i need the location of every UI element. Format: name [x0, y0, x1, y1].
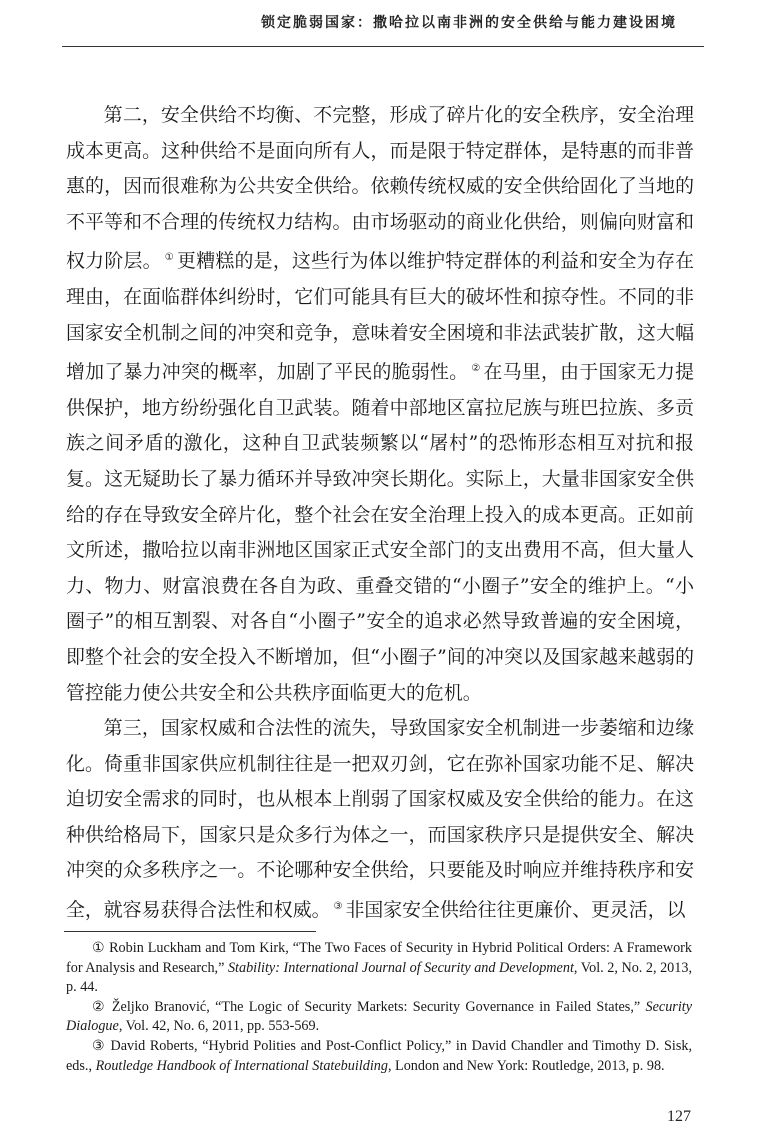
footnote-ref[interactable]: ①	[164, 252, 175, 264]
paragraph-text: 更糟糕的是，这些行为体以维护特定群体的利益和安全为存在理由，在面临群体纠纷时，它们可能具有巨大的破坏性和掠夺性。不同的非国家安全机制之间的冲突和竞争，意味着安全困境和非法武装扩散，这大幅增加了暴力冲突的概率，加剧了平民的脆弱性。	[66, 250, 695, 384]
footnote-text: Željko Branović, “The Logic of Security Markets: Security Governance in Failed States,”	[106, 998, 646, 1015]
body-text	[66, 98, 694, 929]
footnote-ref[interactable]: ③	[333, 901, 343, 913]
footnote-text: David Roberts, “Hybrid Polities and Post-Conflict Policy,” in David Chandler and Timothy D. Sisk, eds.,	[66, 1037, 692, 1074]
footnote-text: , Vol. 42, No. 6, 2011, pp. 553-569.	[118, 1018, 320, 1035]
footnote-marker: ②	[92, 998, 107, 1015]
page-number: 127	[667, 1108, 691, 1125]
footnote-source-title: Stability: International Journal of Security and Development	[227, 959, 574, 976]
footnote-3	[66, 1037, 692, 1076]
footnote-1	[66, 939, 692, 998]
paragraph-second	[66, 98, 694, 711]
footnote-ref[interactable]: ②	[471, 363, 481, 375]
footnotes	[66, 939, 692, 1076]
paragraph-text: 非国家安全供给往往更廉价、更灵活，以	[345, 899, 686, 922]
header-divider	[62, 46, 704, 47]
footnote-divider	[64, 931, 316, 932]
paragraph-text: 第二，安全供给不均衡、不完整，形成了碎片化的安全秩序，安全治理成本更高。这种供给不是面向所有人，而是限于特定群体，是特惠的而非普惠的，因而很难称为公共安全供给。依赖传统权威的安全供给固化了当地的不平等和不合理的传统权力结构。由市场驱动的商业化供给，则偏向财富和权力阶层。	[66, 104, 694, 273]
footnote-2	[66, 998, 692, 1037]
footnote-source-title: Security Dialogue	[66, 998, 692, 1035]
footnote-source-title: Routledge Handbook of International Statebuilding	[95, 1057, 388, 1074]
paragraph-text: 在马里，由于国家无力提供保护，地方纷纷强化自卫武装。随着中部地区富拉尼族与班巴拉族、多贡族之间矛盾的激化，这种自卫武装频繁以“屠村”的恐怖形态相互对抗和报复。这无疑助长了暴力循环并导致冲突长期化。实际上，大量非国家安全供给的存在导致安全碎片化，整个社会在安全治理上投入的成本更高。正如前文所述，撒哈拉以南非洲地区国家正式安全部门的支出费用不高，但大量人力、物力、财富浪费在各自为政、重叠交错的“小圈子”安全的维护上。“小圈子”的相互割裂、对各自“小圈子”安全的追求必然导致普遍的安全困境，即整个社会的安全投入不断增加，但“小圈子”间的冲突以及国家越来越弱的管控能力使公共安全和公共秩序面临更大的危机。	[66, 361, 695, 704]
paragraph-third	[66, 711, 694, 929]
footnote-text: , London and New York: Routledge, 2013, p. 98.	[387, 1057, 665, 1074]
running-header: 锁定脆弱国家：撒哈拉以南非洲的安全供给与能力建设困境	[261, 15, 677, 31]
paragraph-text: 第三，国家权威和合法性的流失，导致国家安全机制进一步萎缩和边缘化。倚重非国家供应机制往往是一把双刃剑，它在弥补国家功能不足、解决迫切安全需求的同时，也从根本上削弱了国家权威及安全供给的能力。在这种供给格局下，国家只是众多行为体之一，而国家秩序只是提供安全、解决冲突的众多秩序之一。不论哪种安全供给，只要能及时响应并维持秩序和安全，就容易获得合法性和权威。	[66, 717, 694, 922]
footnote-marker: ③	[92, 1037, 106, 1054]
footnote-marker: ①	[92, 940, 106, 956]
footnote-text: Robin Luckham and Tom Kirk, “The Two Faces of Security in Hybrid Political Orders: A Framework for Analysis and Research,”	[66, 940, 692, 976]
footnote-text: , Vol. 2, No. 2, 2013, p. 44.	[66, 959, 693, 996]
